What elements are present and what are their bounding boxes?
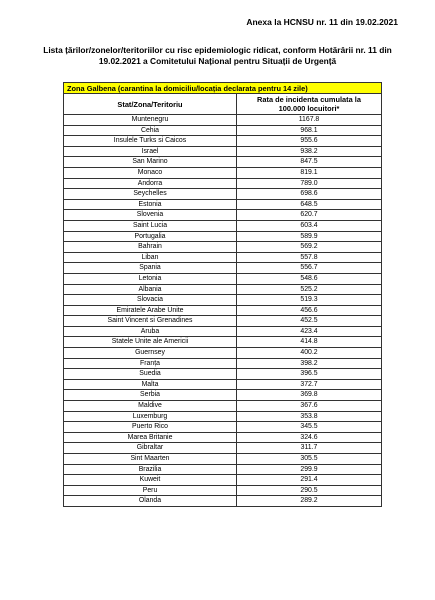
table-row	[64, 358, 382, 369]
rate-cell: 291.4	[237, 475, 382, 486]
rate-cell: 569.2	[237, 242, 382, 253]
heading-line-1: Lista țărilor/zonelor/teritoriilor cu risc epidemiologic ridicat, conform Hotărârii nr. 11 din	[43, 45, 392, 55]
country-cell: Letonia	[64, 273, 237, 284]
country-cell: Muntenegru	[64, 115, 237, 126]
rate-cell: 452.5	[237, 316, 382, 327]
rate-cell: 557.8	[237, 252, 382, 263]
rate-cell: 1167.8	[237, 115, 382, 126]
table-row	[64, 337, 382, 348]
table-row	[64, 475, 382, 486]
country-cell: Malta	[64, 379, 237, 390]
table-row	[64, 326, 382, 337]
country-cell: Portugalia	[64, 231, 237, 242]
risk-countries-table	[63, 82, 382, 507]
rate-cell: 305.5	[237, 454, 382, 465]
country-cell: Emiratele Arabe Unite	[64, 305, 237, 316]
rate-cell: 589.9	[237, 231, 382, 242]
column-header-country: Stat/Zona/Teritoriu	[64, 94, 237, 115]
table-row	[64, 125, 382, 136]
country-cell: Insulele Turks si Caicos	[64, 136, 237, 147]
country-cell: Suedia	[64, 369, 237, 380]
country-cell: Saint Lucia	[64, 220, 237, 231]
country-cell: Andorra	[64, 178, 237, 189]
table-row	[64, 157, 382, 168]
country-cell: Gibraltar	[64, 443, 237, 454]
table-row	[64, 295, 382, 306]
country-cell: Kuweit	[64, 475, 237, 486]
table-row	[64, 401, 382, 412]
table-row	[64, 136, 382, 147]
column-header-row	[64, 94, 382, 115]
table-row	[64, 390, 382, 401]
country-cell: Sint Maarten	[64, 454, 237, 465]
country-cell: Brazilia	[64, 464, 237, 475]
rate-cell: 955.6	[237, 136, 382, 147]
rate-cell: 620.7	[237, 210, 382, 221]
column-header-rate-line-1: Rata de incidenta cumulata la	[257, 95, 361, 104]
country-cell: Maldive	[64, 401, 237, 412]
country-cell: Serbia	[64, 390, 237, 401]
table-row	[64, 485, 382, 496]
table-row	[64, 178, 382, 189]
rate-cell: 603.4	[237, 220, 382, 231]
rate-cell: 556.7	[237, 263, 382, 274]
table-row	[64, 167, 382, 178]
rate-cell: 345.5	[237, 422, 382, 433]
rate-cell: 847.5	[237, 157, 382, 168]
table-row	[64, 411, 382, 422]
rate-cell: 519.3	[237, 295, 382, 306]
rate-cell: 456.6	[237, 305, 382, 316]
country-cell: Luxemburg	[64, 411, 237, 422]
table-row	[64, 348, 382, 359]
table-row	[64, 242, 382, 253]
table-row	[64, 369, 382, 380]
table-row	[64, 379, 382, 390]
table-row	[64, 496, 382, 507]
table-row	[64, 210, 382, 221]
rate-cell: 311.7	[237, 443, 382, 454]
zone-label: Zona Galbena (carantina la domiciliu/locația declarata pentru 14 zile)	[64, 83, 382, 94]
rate-cell: 400.2	[237, 348, 382, 359]
country-cell: Estonia	[64, 199, 237, 210]
table-row	[64, 263, 382, 274]
country-cell: Liban	[64, 252, 237, 263]
table-row	[64, 454, 382, 465]
rate-cell: 525.2	[237, 284, 382, 295]
table-row	[64, 432, 382, 443]
table-row	[64, 231, 382, 242]
table-row	[64, 220, 382, 231]
rate-cell: 968.1	[237, 125, 382, 136]
table-row	[64, 284, 382, 295]
heading-line-2: 19.02.2021 a Comitetului Național pentru Situații de Urgență	[98, 55, 337, 66]
rate-cell: 938.2	[237, 146, 382, 157]
table-row	[64, 464, 382, 475]
rate-cell: 548.6	[237, 273, 382, 284]
country-cell: Albania	[64, 284, 237, 295]
rate-cell: 398.2	[237, 358, 382, 369]
country-cell: Monaco	[64, 167, 237, 178]
annex-reference: Anexa la HCNSU nr. 11 din 19.02.2021	[246, 17, 398, 27]
rate-cell: 353.8	[237, 411, 382, 422]
country-cell: San Marino	[64, 157, 237, 168]
country-cell: Spania	[64, 263, 237, 274]
document-heading	[40, 45, 395, 66]
country-cell: Peru	[64, 485, 237, 496]
table-row	[64, 422, 382, 433]
country-cell: Seychelles	[64, 189, 237, 200]
rate-cell: 423.4	[237, 326, 382, 337]
country-cell: Bahrain	[64, 242, 237, 253]
table-row	[64, 305, 382, 316]
country-cell: Israel	[64, 146, 237, 157]
country-cell: Puerto Rico	[64, 422, 237, 433]
rate-cell: 367.6	[237, 401, 382, 412]
country-cell: Marea Britanie	[64, 432, 237, 443]
country-cell: Slovenia	[64, 210, 237, 221]
rate-cell: 648.5	[237, 199, 382, 210]
table-row	[64, 316, 382, 327]
column-header-rate	[237, 94, 382, 115]
country-cell: Guernsey	[64, 348, 237, 359]
rate-cell: 698.6	[237, 189, 382, 200]
rate-cell: 290.5	[237, 485, 382, 496]
rate-cell: 369.8	[237, 390, 382, 401]
column-header-rate-line-2: 100.000 locuitori*	[278, 104, 340, 113]
rate-cell: 299.9	[237, 464, 382, 475]
rate-cell: 819.1	[237, 167, 382, 178]
country-cell: Saint Vincent si Grenadines	[64, 316, 237, 327]
country-cell: Franța	[64, 358, 237, 369]
rate-cell: 396.5	[237, 369, 382, 380]
table-row	[64, 273, 382, 284]
country-cell: Aruba	[64, 326, 237, 337]
table-row	[64, 146, 382, 157]
rate-cell: 324.6	[237, 432, 382, 443]
rate-cell: 414.8	[237, 337, 382, 348]
rate-cell: 372.7	[237, 379, 382, 390]
table-row	[64, 189, 382, 200]
table-row	[64, 252, 382, 263]
country-cell: Statele Unite ale Americii	[64, 337, 237, 348]
country-cell: Olanda	[64, 496, 237, 507]
table-row	[64, 199, 382, 210]
country-cell: Cehia	[64, 125, 237, 136]
table-row	[64, 115, 382, 126]
zone-header-row	[64, 83, 382, 94]
rate-cell: 789.0	[237, 178, 382, 189]
rate-cell: 289.2	[237, 496, 382, 507]
table-row	[64, 443, 382, 454]
country-cell: Slovacia	[64, 295, 237, 306]
